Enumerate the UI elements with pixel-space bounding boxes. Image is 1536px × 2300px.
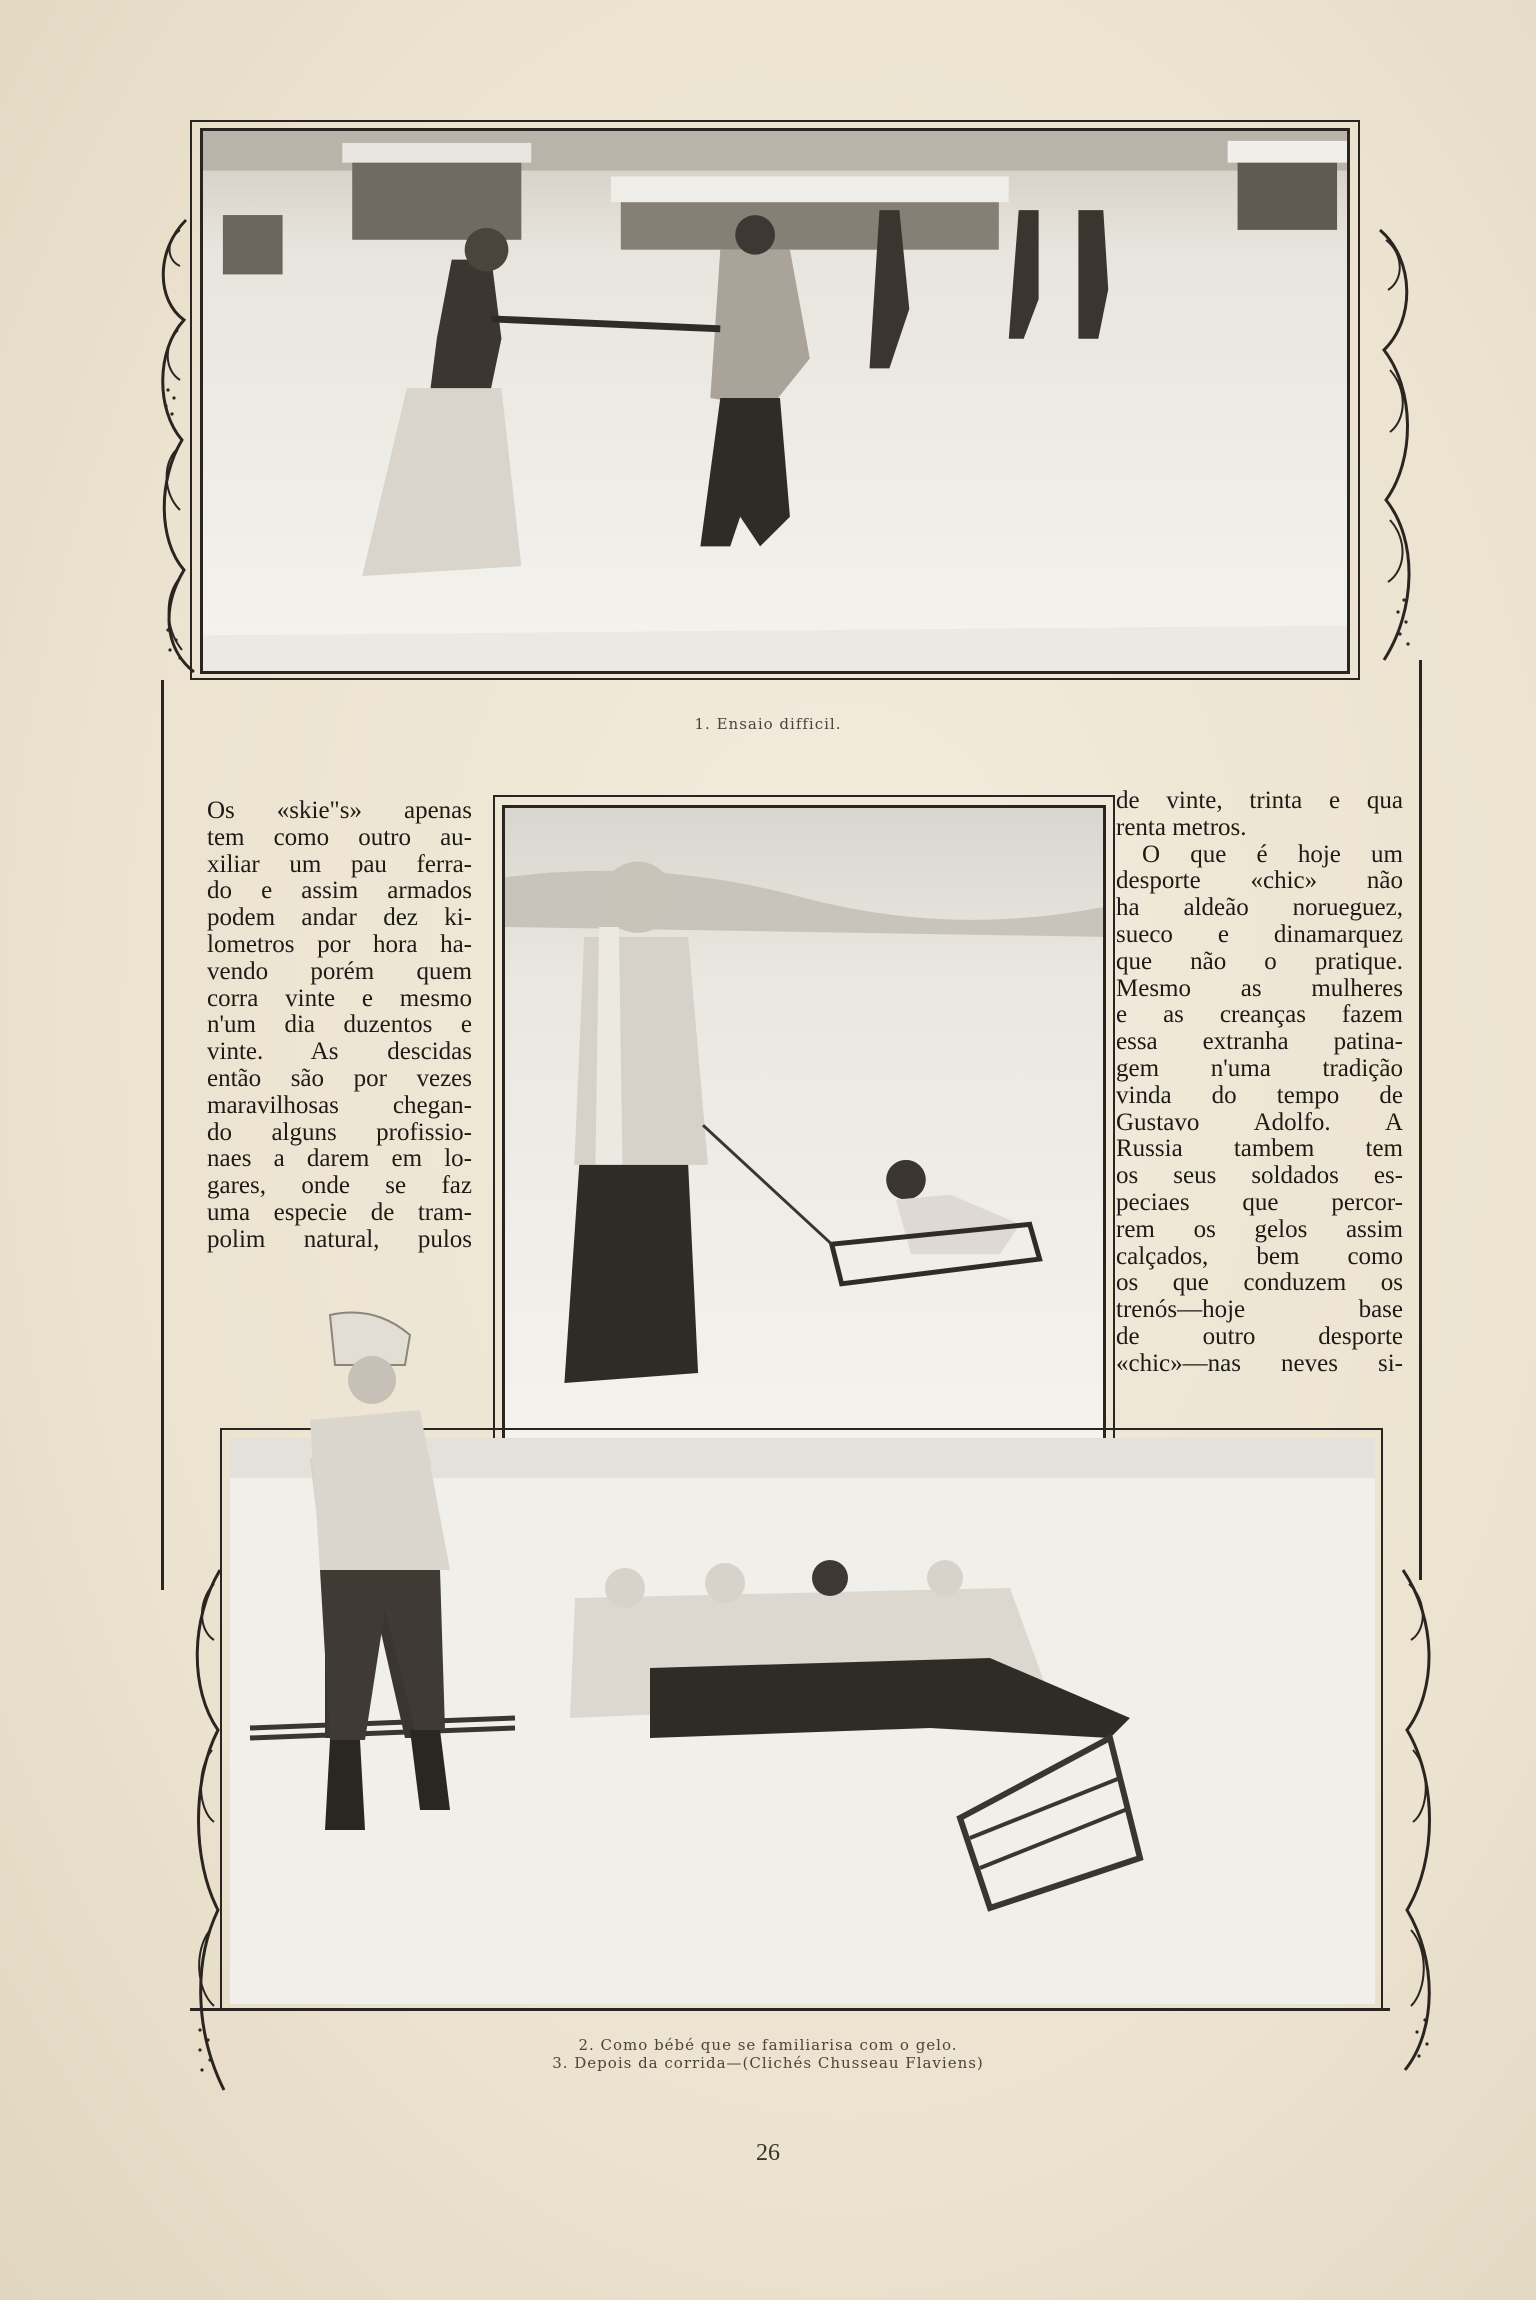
caption-figure-1: 1. Ensaio difficil. [694,715,842,733]
right-column-line: rem os gelos assim [1116,1215,1403,1243]
right-column-line: essa extranha patina- [1116,1028,1403,1056]
right-column-line: de outro desporte [1116,1322,1403,1350]
right-column-line: de vinte, trinta e qua [1116,787,1403,814]
left-column-line: então são por vezes [207,1064,472,1092]
left-column-line: xiliar um pau ferra- [207,850,472,878]
left-text-column [207,798,472,1254]
left-column-line: vinte. As descidas [207,1038,472,1066]
right-column-line: renta metros. [1116,813,1247,841]
right-column-line: vinda do tempo de [1116,1081,1403,1109]
left-column-line: lometros por hora ha- [207,930,472,958]
left-column-line: do e assim armados [207,877,472,905]
right-column-line: gem n'uma tradição [1116,1054,1403,1082]
standing-man-figure [290,1310,490,1830]
left-column-line: gares, onde se faz [207,1172,472,1200]
right-column-line: desporte «chic» não [1116,867,1403,895]
left-column-line: do alguns profissio- [207,1118,472,1146]
frame-rule-left [161,680,164,1590]
left-column-line: tem como outro au- [207,823,472,851]
left-column-line: Os «skie"s» apenas [207,797,472,824]
right-column-line: Mesmo as mulheres [1116,974,1403,1002]
scroll-ornament-top-right [1360,220,1430,670]
right-column-line: ha aldeão norueguez, [1116,894,1403,922]
right-column-line: Gustavo Adolfo. A [1116,1108,1403,1136]
left-column-line: naes a darem em lo- [207,1145,472,1173]
left-column-line: n'um dia duzentos e [207,1011,472,1039]
frame-rule-right [1419,660,1422,1580]
right-text-column [1116,788,1403,1378]
left-column-line: corra vinte e mesmo [207,984,472,1012]
right-column-line: os que conduzem os [1116,1269,1403,1297]
right-column-line: O que é hoje um [1142,840,1403,868]
left-column-line: uma especie de tram- [207,1198,472,1226]
right-column-line: os seus soldados es- [1116,1162,1403,1190]
right-column-line: «chic»—nas neves si- [1116,1349,1403,1377]
right-column-line: e as creanças fazem [1116,1001,1403,1029]
right-column-line: trenós—hoje base [1116,1296,1403,1324]
caption-figure-2: 2. Como bébé que se familiarisa com o gelo. [578,2036,958,2054]
left-column-line: podem andar dez ki- [207,904,472,932]
left-column-line: polim natural, pulos [207,1225,472,1253]
photo-child-on-sled [502,805,1106,1495]
right-column-line: Russia tambem tem [1116,1135,1403,1163]
right-column-line: sueco e dinamarquez [1116,920,1403,948]
left-column-line: vendo porém quem [207,957,472,985]
photo-skating-couple [200,128,1350,674]
page-number: 26 [756,2140,780,2166]
right-column-line: peciaes que percor- [1116,1188,1403,1216]
right-column-line: que não o pratique. [1116,947,1403,975]
scroll-ornament-bottom-right [1385,1560,1445,2080]
right-column-line: calçados, bem como [1116,1242,1403,1270]
left-column-line: maravilhosas chegan- [207,1091,472,1119]
caption-figure-3: 3. Depois da corrida—(Clichés Chusseau Flaviens) [552,2054,984,2072]
